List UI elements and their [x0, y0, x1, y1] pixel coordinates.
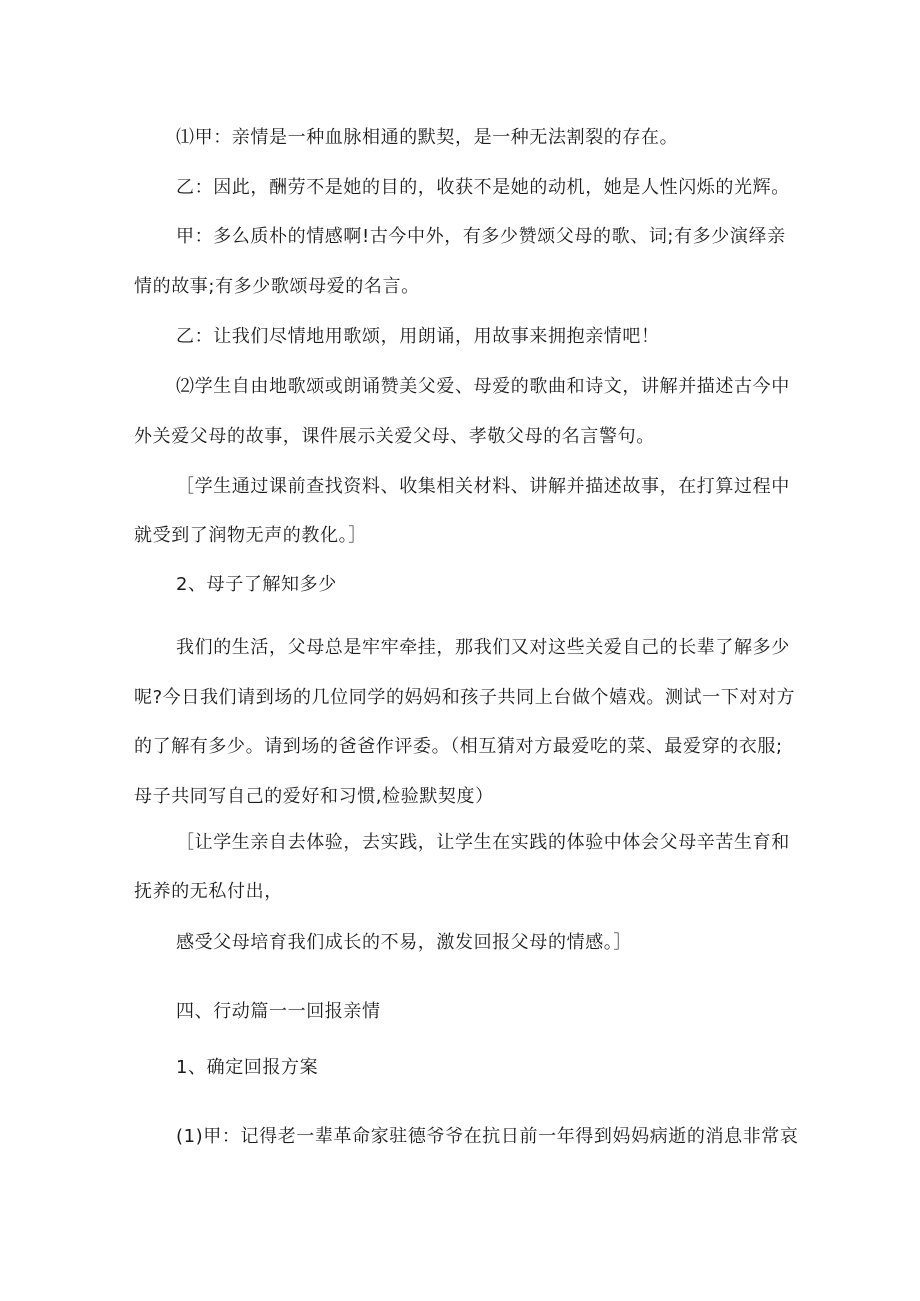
text-line: ⑵学生自由地歌颂或朗诵赞美父爱、母爱的歌曲和诗文，讲解并描述古今中	[176, 376, 790, 397]
text-line: 的了解有多少。请到场的爸爸作评委。（相互猜对方最爱吃的菜、最爱穿的衣服;	[134, 736, 783, 757]
text-line: 就受到了润物无声的教化。］	[134, 525, 367, 546]
text-line: ［学生通过课前查找资料、收集相关材料、讲解并描述故事，在打算过程中	[176, 476, 790, 497]
text-line: 外关爱父母的故事，课件展示关爱父母、孝敬父母的名言警句。	[134, 426, 655, 447]
text-line: 母子共同写自己的爱好和习惯,检验默契度）	[134, 786, 494, 807]
text-line: ⑴甲：亲情是一种血脉相通的默契，是一种无法割裂的存在。	[176, 127, 679, 148]
text-line: 乙：因此，酬劳不是她的目的，收获不是她的动机，她是人性闪烁的光辉。	[176, 177, 790, 198]
text-line: 情的故事;有多少歌颂母爱的名言。	[134, 276, 420, 297]
text-line: 呢?今日我们请到场的几位同学的妈妈和孩子共同上台做个嬉戏。测试一下对对方	[134, 687, 796, 708]
text-line: 抚养的无私付出，	[134, 881, 283, 902]
text-line: 乙：让我们尽情地用歌颂，用朗诵，用故事来拥抱亲情吧！	[176, 326, 660, 347]
text-line: 感受父母培育我们成长的不易，激发回报父母的情感。］	[176, 932, 632, 953]
section-heading: 1、确定回报方案	[176, 1057, 319, 1078]
text-line: (1)甲：记得老一辈革命家驻德爷爷在抗日前一年得到妈妈病逝的消息非常哀	[176, 1126, 799, 1147]
section-heading: 四、行动篇一一回报亲情	[176, 1001, 381, 1022]
section-heading: 2、母子了解知多少	[176, 574, 337, 595]
text-line: 我们的生活，父母总是牢牢牵挂，那我们又对这些关爱自己的长辈了解多少	[176, 637, 790, 658]
text-line: ［让学生亲自去体验，去实践，让学生在实践的体验中体会父母辛苦生育和	[176, 832, 790, 853]
text-line: 甲：多么质朴的情感啊!古今中外，有多少赞颂父母的歌、词;有多少演绎亲	[176, 226, 786, 247]
